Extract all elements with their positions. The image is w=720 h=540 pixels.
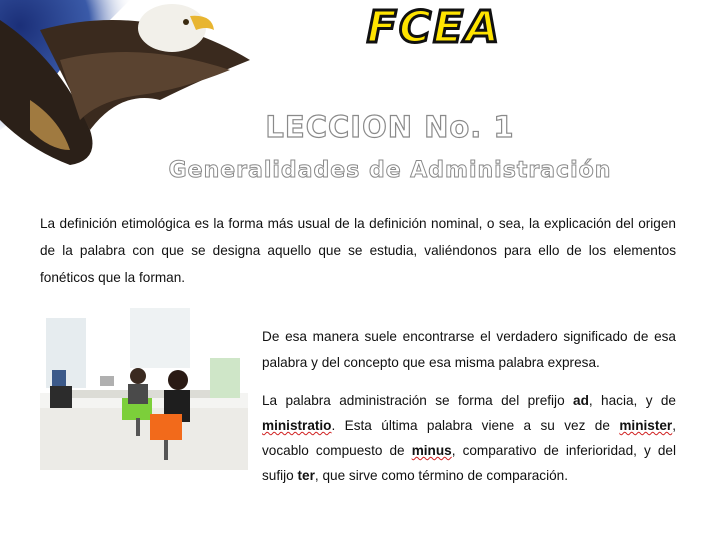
intro-paragraph: La definición etimológica es la forma más usual de la definición nominal, o sea, la explicación del origen de la palabra con que se designa aquello que se estudia, valiéndonos para ello de los elementos fonéticos que la forman. xyxy=(40,216,676,285)
office-photo xyxy=(40,298,248,470)
page-subtitle: Generalidades de Administración xyxy=(168,158,612,183)
word-minister: minister xyxy=(619,418,673,433)
fcea-logo xyxy=(316,0,552,52)
word-minus: minus xyxy=(411,443,452,458)
page-title: LECCION No. 1 xyxy=(265,110,515,144)
logo-text: FCEA xyxy=(366,2,502,52)
eagle-image xyxy=(0,0,270,170)
word-ministratio: ministratio xyxy=(262,418,332,433)
paragraph-meaning: De esa manera suele encontrarse el verdadero significado de esa palabra y del concepto que esa misma palabra expresa. xyxy=(262,329,676,370)
paragraph-etymology: La palabra administración se forma del prefijo ad, hacia, y de ministratio. Esta última palabra viene a su vez de minister, vocablo compuesto de minus, comparativo de inferioridad, y del sufijo ter, que sirve como término de comparación. xyxy=(262,393,676,483)
